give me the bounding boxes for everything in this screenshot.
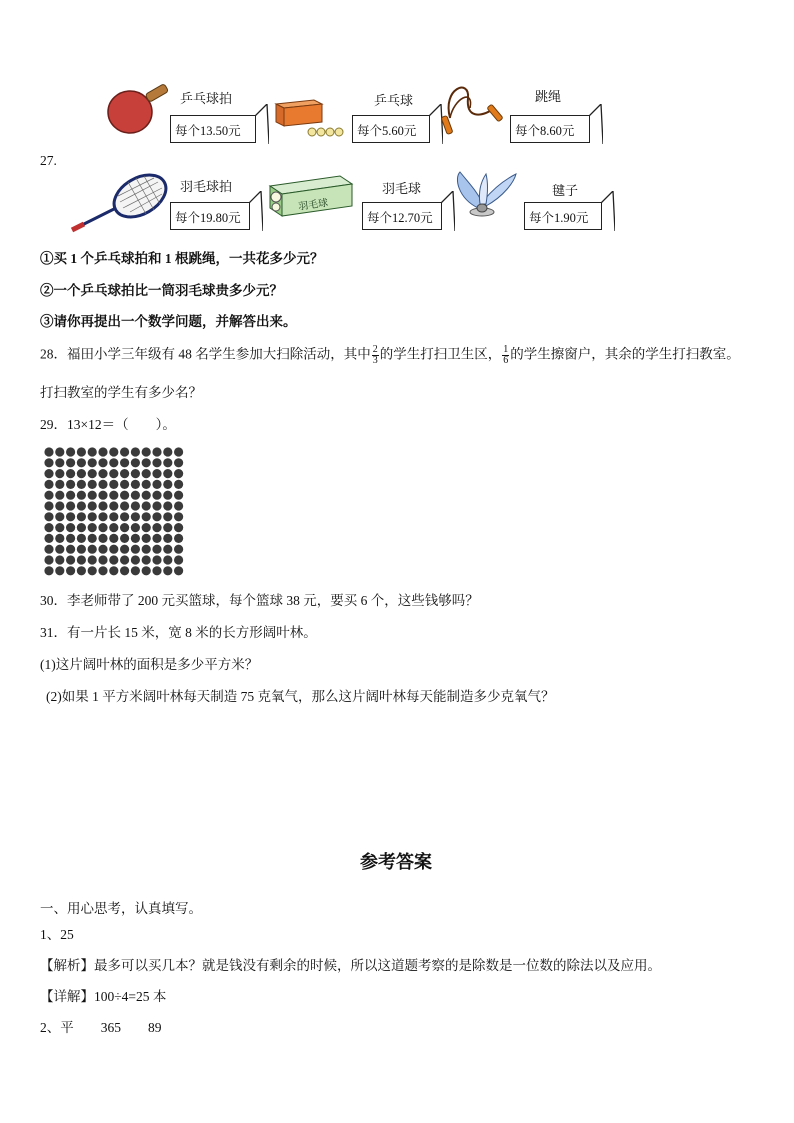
answer-1-analysis: 【解析】最多可以买几本？就是钱没有剩余的时候，所以这道题考察的是除数是一位数的除法以及应用。: [40, 958, 661, 973]
array-dot: [152, 566, 161, 575]
array-dot: [152, 555, 161, 564]
array-dot: [98, 523, 107, 532]
array-dot: [55, 545, 64, 554]
array-dot: [77, 523, 86, 532]
array-dot: [88, 534, 97, 543]
price-ping-pong-paddle: 每个13.50元: [175, 124, 241, 138]
array-dot: [77, 447, 86, 456]
array-dot: [44, 512, 53, 521]
array-dot: [88, 512, 97, 521]
array-dot: [163, 555, 172, 564]
q28-line1: [40, 345, 740, 366]
array-dot: [109, 523, 118, 532]
array-dot: [163, 545, 172, 554]
array-dot: [109, 501, 118, 510]
array-dot: [98, 512, 107, 521]
array-dot: [66, 523, 75, 532]
array-dot: [120, 501, 129, 510]
q27-number: 27.: [40, 153, 57, 168]
array-dot: [77, 534, 86, 543]
array-dot: [174, 545, 183, 554]
array-dot: [44, 447, 53, 456]
array-dot: [142, 501, 151, 510]
array-dot: [152, 458, 161, 467]
answers-section-1: 一、用心思考，认真填写。: [40, 901, 202, 916]
array-dot: [66, 555, 75, 564]
array-dot: [152, 447, 161, 456]
array-dot: [88, 480, 97, 489]
array-dot: [55, 512, 64, 521]
array-dot: [55, 447, 64, 456]
array-dot: [174, 523, 183, 532]
array-dot: [120, 480, 129, 489]
array-dot: [152, 512, 161, 521]
array-dot: [142, 512, 151, 521]
array-dot: [131, 480, 140, 489]
price-tag-shuttlecock: [362, 202, 442, 230]
array-dot: [44, 469, 53, 478]
price-tag-badminton-racket: [170, 202, 250, 230]
price-shuttlecock: 每个12.70元: [367, 211, 433, 225]
array-dot: [120, 512, 129, 521]
array-dot: [142, 545, 151, 554]
array-dot: [88, 447, 97, 456]
fraction-one-sixth: [502, 345, 509, 366]
array-dot: [66, 566, 75, 575]
array-dot: [142, 458, 151, 467]
tag-fold-icon: [601, 191, 615, 231]
array-dot: [88, 491, 97, 500]
array-dot: [142, 491, 151, 500]
array-dot: [120, 447, 129, 456]
array-dot: [88, 501, 97, 510]
array-dot: [77, 545, 86, 554]
price-tag-ping-pong-balls: [352, 115, 430, 143]
array-dot: [174, 555, 183, 564]
array-dot: [88, 566, 97, 575]
array-dot: [131, 491, 140, 500]
array-dot: [163, 523, 172, 532]
price-ping-pong-balls: 每个5.60元: [357, 124, 417, 138]
array-dot: [88, 555, 97, 564]
array-dot: [131, 545, 140, 554]
q27-sub3: ③请你再提出一个数学问题，并解答出来。: [40, 314, 297, 329]
q28-text-c: 的学生擦窗户，其余的学生打扫教室。: [510, 346, 740, 362]
array-dot: [55, 566, 64, 575]
array-dot: [142, 447, 151, 456]
q30-text: 30．李老师带了 200 元买篮球，每个篮球 38 元，要买 6 个，这些钱够吗？: [40, 593, 479, 608]
array-dot: [98, 491, 107, 500]
item-name-badminton-racket: 羽毛球拍: [180, 179, 233, 194]
q31-text: 31．有一片长 15 米，宽 8 米的长方形阔叶林。: [40, 625, 317, 640]
price-tag-ping-pong-paddle: [170, 115, 256, 143]
array-dot: [131, 534, 140, 543]
array-dot: [174, 447, 183, 456]
q28-text-b: 的学生打扫卫生区，: [379, 346, 502, 362]
frac-denominator: 6: [503, 355, 509, 366]
array-dot: [88, 458, 97, 467]
array-dot: [120, 534, 129, 543]
array-dot: [109, 491, 118, 500]
array-dot: [109, 545, 118, 554]
array-dot: [88, 545, 97, 554]
array-dot: [88, 469, 97, 478]
item-name-ping-pong-balls: 乒乓球: [374, 93, 414, 108]
array-dot: [131, 555, 140, 564]
array-dot: [98, 566, 107, 575]
frac-denominator: 3: [372, 355, 378, 366]
array-dot: [77, 555, 86, 564]
array-dot: [77, 491, 86, 500]
array-dot: [142, 566, 151, 575]
q31-sub1: (1)这片阔叶林的面积是多少平方米？: [40, 657, 259, 672]
array-dot: [44, 491, 53, 500]
array-dot: [55, 501, 64, 510]
array-dot: [174, 480, 183, 489]
array-dot: [174, 458, 183, 467]
array-dot: [120, 491, 129, 500]
array-dot: [152, 534, 161, 543]
q28-line2: 打扫教室的学生有多少名？: [40, 385, 202, 400]
array-dot: [98, 469, 107, 478]
array-dot: [109, 458, 118, 467]
array-dot: [131, 523, 140, 532]
array-dot: [163, 480, 172, 489]
item-name-jump-rope: 跳绳: [535, 89, 562, 104]
array-dot: [109, 480, 118, 489]
array-dot: [66, 447, 75, 456]
array-dot: [142, 523, 151, 532]
array-dot: [152, 480, 161, 489]
array-dot: [44, 501, 53, 510]
array-dot: [109, 447, 118, 456]
array-dot: [174, 469, 183, 478]
array-dot: [55, 469, 64, 478]
array-dot: [88, 523, 97, 532]
q27-sub1: ①买 1 个乒乓球拍和 1 根跳绳，一共花多少元？: [40, 251, 324, 266]
array-dot: [120, 458, 129, 467]
array-dot: [77, 566, 86, 575]
q28-text-a: 28．福田小学三年级有 48 名学生参加大扫除活动，其中: [40, 346, 371, 362]
array-dot: [55, 480, 64, 489]
array-dot: [98, 545, 107, 554]
array-dot: [163, 512, 172, 521]
array-dot: [163, 447, 172, 456]
price-jump-rope: 每个8.60元: [515, 124, 575, 138]
array-dot: [55, 491, 64, 500]
array-dot: [131, 469, 140, 478]
array-dot: [98, 480, 107, 489]
array-dot: [152, 491, 161, 500]
array-dot: [98, 501, 107, 510]
array-dot: [120, 545, 129, 554]
array-dot: [44, 480, 53, 489]
array-dot: [120, 523, 129, 532]
array-dot: [142, 534, 151, 543]
shuttlecock-tube-icon: [262, 172, 356, 220]
array-dot: [131, 501, 140, 510]
array-dot: [66, 512, 75, 521]
tube-label: 羽毛球: [297, 197, 329, 213]
frac-numerator: 2: [372, 344, 378, 355]
array-dot: [77, 469, 86, 478]
feather-shuttlecock-icon: [448, 168, 520, 222]
price-tag-jump-rope: [510, 115, 590, 143]
array-dot: [77, 458, 86, 467]
answer-1-detail: 【详解】100÷4=25 本: [40, 989, 167, 1004]
array-dot: [44, 545, 53, 554]
answer-1: 1、25: [40, 927, 74, 942]
array-dot: [142, 555, 151, 564]
array-dot: [109, 469, 118, 478]
array-dot: [174, 501, 183, 510]
array-dot: [66, 480, 75, 489]
frac-numerator: 1: [503, 344, 509, 355]
array-dot: [120, 469, 129, 478]
array-dot: [66, 458, 75, 467]
array-dot: [109, 512, 118, 521]
array-dot: [44, 523, 53, 532]
array-dot: [109, 566, 118, 575]
array-dot: [109, 555, 118, 564]
array-dot: [66, 501, 75, 510]
array-dot: [163, 501, 172, 510]
array-dot: [174, 491, 183, 500]
q31-sub2: (2)如果 1 平方米阔叶林每天制造 75 克氧气，那么这片阔叶林每天能制造多少克氧气？: [46, 689, 555, 704]
array-dot: [66, 545, 75, 554]
array-dot: [142, 469, 151, 478]
array-dot: [77, 480, 86, 489]
price-jianzi: 每个1.90元: [529, 211, 589, 225]
array-dot: [77, 501, 86, 510]
dot-array-13x12: [44, 446, 184, 580]
answers-title: 参考答案: [360, 852, 432, 872]
jump-rope-icon: [440, 78, 508, 138]
array-dot: [98, 555, 107, 564]
array-dot: [120, 555, 129, 564]
array-dot: [55, 523, 64, 532]
ping-pong-balls-box-icon: [272, 94, 352, 140]
array-dot: [163, 458, 172, 467]
answer-2: 2、平 365 89: [40, 1020, 162, 1035]
array-dot: [131, 566, 140, 575]
tag-fold-icon: [249, 191, 263, 231]
array-dot: [55, 458, 64, 467]
array-dot: [66, 469, 75, 478]
array-dot: [152, 501, 161, 510]
array-dot: [44, 534, 53, 543]
array-dot: [44, 458, 53, 467]
array-dot: [109, 534, 118, 543]
array-dot: [66, 534, 75, 543]
price-tag-jianzi: [524, 202, 602, 230]
array-dot: [55, 534, 64, 543]
array-dot: [152, 545, 161, 554]
array-dot: [163, 534, 172, 543]
array-dot: [131, 447, 140, 456]
array-dot: [142, 480, 151, 489]
array-dot: [44, 566, 53, 575]
array-dot: [131, 458, 140, 467]
array-dot: [55, 555, 64, 564]
badminton-racket-icon: [68, 172, 174, 234]
array-dot: [66, 491, 75, 500]
q27-sub2: ②一个乒乓球拍比一筒羽毛球贵多少元？: [40, 283, 283, 298]
array-dot: [98, 534, 107, 543]
array-dot: [131, 512, 140, 521]
array-dot: [120, 566, 129, 575]
array-dot: [174, 566, 183, 575]
tag-fold-icon: [255, 104, 269, 144]
item-name-ping-pong-paddle: 乒乓球拍: [180, 91, 233, 106]
q29-text: 29．13×12＝（ ）。: [40, 417, 176, 432]
fraction-two-thirds: [372, 345, 379, 366]
ping-pong-paddle-icon: [104, 80, 172, 136]
price-badminton-racket: 每个19.80元: [175, 211, 241, 225]
array-dot: [163, 469, 172, 478]
array-dot: [98, 458, 107, 467]
array-dot: [174, 534, 183, 543]
array-dot: [44, 555, 53, 564]
array-dot: [163, 566, 172, 575]
array-dot: [98, 447, 107, 456]
array-dot: [77, 512, 86, 521]
array-dot: [152, 523, 161, 532]
array-dot: [163, 491, 172, 500]
array-dot: [174, 512, 183, 521]
tag-fold-icon: [589, 104, 603, 144]
item-name-shuttlecock: 羽毛球: [382, 181, 422, 196]
item-name-jianzi: 毽子: [552, 183, 579, 198]
array-dot: [152, 469, 161, 478]
